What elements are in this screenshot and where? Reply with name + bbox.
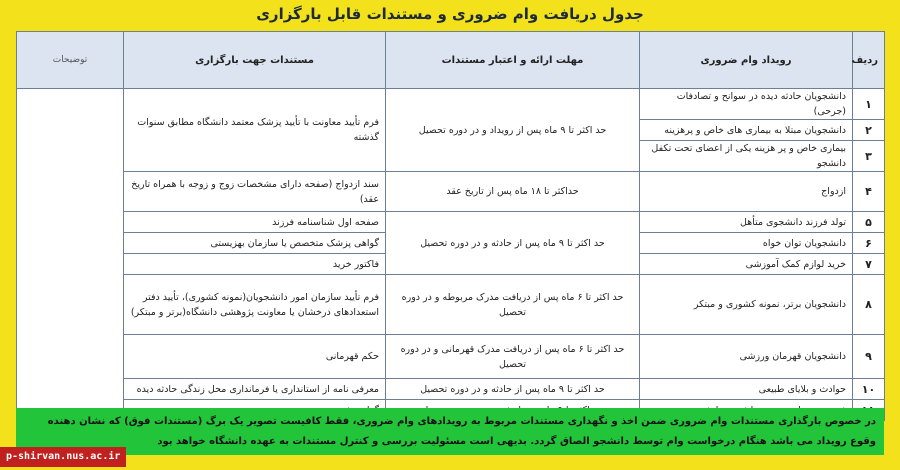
notes-cell xyxy=(17,89,124,421)
row-event: ازدواج xyxy=(640,172,853,212)
table-row xyxy=(17,212,885,233)
row-deadline: حد اکثر تا ۹ ماه پس از رویداد و در دوره تحصیل xyxy=(386,89,640,172)
row-document: حکم قهرمانی xyxy=(124,335,386,379)
row-event: دانشجویان قهرمان ورزشی xyxy=(640,335,853,379)
table-row xyxy=(17,89,885,120)
row-deadline: حداکثر تا ۱۸ ماه پس از تاریخ عقد xyxy=(386,172,640,212)
row-document: فرم تأیید معاونت با تأیید پزشک معتمد دانشگاه مطابق سنوات گذشته xyxy=(124,89,386,172)
row-index: ۱ xyxy=(853,89,885,120)
row-deadline: حد اکثر تا ۹ ماه پس از حادثه و در دوره تحصیل xyxy=(386,379,640,400)
row-event: بیماری خاص و پر هزینه یکی از اعضای تحت تکفل دانشجو xyxy=(640,141,853,172)
loan-table xyxy=(16,31,885,421)
row-event: دانشجویان مبتلا به بیماری های خاص و پرهزینه xyxy=(640,120,853,141)
row-index: ۹ xyxy=(853,335,885,379)
page-title: جدول دریافت وام ضروری و مستندات قابل بارگزاری xyxy=(256,5,644,23)
table-row xyxy=(17,172,885,212)
row-document: فاکتور خرید xyxy=(124,254,386,275)
watermark: p-shirvan.nus.ac.ir xyxy=(0,447,126,467)
table-header-row xyxy=(17,32,885,89)
row-document: معرفی نامه از استانداری یا فرمانداری محل زندگی حادثه دیده xyxy=(124,379,386,400)
row-document: صفحه اول شناسنامه فرزند xyxy=(124,212,386,233)
row-deadline: حد اکثر تا ۶ ماه پس از دریافت مدرک مربوطه و در دوره تحصیل xyxy=(386,275,640,335)
header-index: ردیف xyxy=(853,32,885,89)
row-index: ۷ xyxy=(853,254,885,275)
row-index: ۶ xyxy=(853,233,885,254)
header-event: رویداد وام ضروری xyxy=(640,32,853,89)
row-event: خرید لوازم کمک آموزشی xyxy=(640,254,853,275)
row-event: حوادث و بلایای طبیعی xyxy=(640,379,853,400)
row-document: سند ازدواج (صفحه دارای مشخصات زوج و زوجه با همراه تاریخ عقد) xyxy=(124,172,386,212)
row-index: ۵ xyxy=(853,212,885,233)
row-event: تولد فرزند دانشجوی متأهل xyxy=(640,212,853,233)
row-deadline: حد اکثر تا ۹ ماه پس از حادثه و در دوره تحصیل xyxy=(386,212,640,275)
row-document: فرم تأیید سازمان امور دانشجویان(نمونه کشوری)، تأیید دفتر استعدادهای درخشان یا معاونت پژوهشی دانشگاه(برتر و مبتکر) xyxy=(124,275,386,335)
row-index: ۱۰ xyxy=(853,379,885,400)
header-deadline: مهلت ارائه و اعتبار مستندات xyxy=(386,32,640,89)
row-index: ۳ xyxy=(853,141,885,172)
row-event: دانشجویان برتر، نمونه کشوری و مبتکر xyxy=(640,275,853,335)
row-deadline: حد اکثر تا ۶ ماه پس از دریافت مدرک قهرمانی و در دوره تحصیل xyxy=(386,335,640,379)
table-row xyxy=(17,379,885,400)
header-notes: توضیحات xyxy=(17,32,124,89)
footer-note: در خصوص بارگذاری مستندات وام ضروری ضمن اخذ و نگهداری مستندات مربوط به رویدادهای وام ضروری، فقط کافیست تصویر یک برگ (مستندات فوق) که نشان دهنده وقوع رویداد می باشد هنگام درخواست وام توسط دانشجو الصاق گردد. بدیهی است مسئولیت بررسی و کنترل مستندات به عهده دانشگاه خواهد بود xyxy=(16,408,884,455)
row-index: ۴ xyxy=(853,172,885,212)
row-document: گواهی پزشک متخصص یا سازمان بهزیستی xyxy=(124,233,386,254)
row-event: دانشجویان توان خواه xyxy=(640,233,853,254)
row-index: ۲ xyxy=(853,120,885,141)
row-event: دانشجویان حادثه دیده در سوانح و تصادفات (جرحی) xyxy=(640,89,853,120)
table-row xyxy=(17,335,885,379)
header-documents: مستندات جهت بارگزاری xyxy=(124,32,386,89)
row-index: ۸ xyxy=(853,275,885,335)
table-row xyxy=(17,275,885,335)
